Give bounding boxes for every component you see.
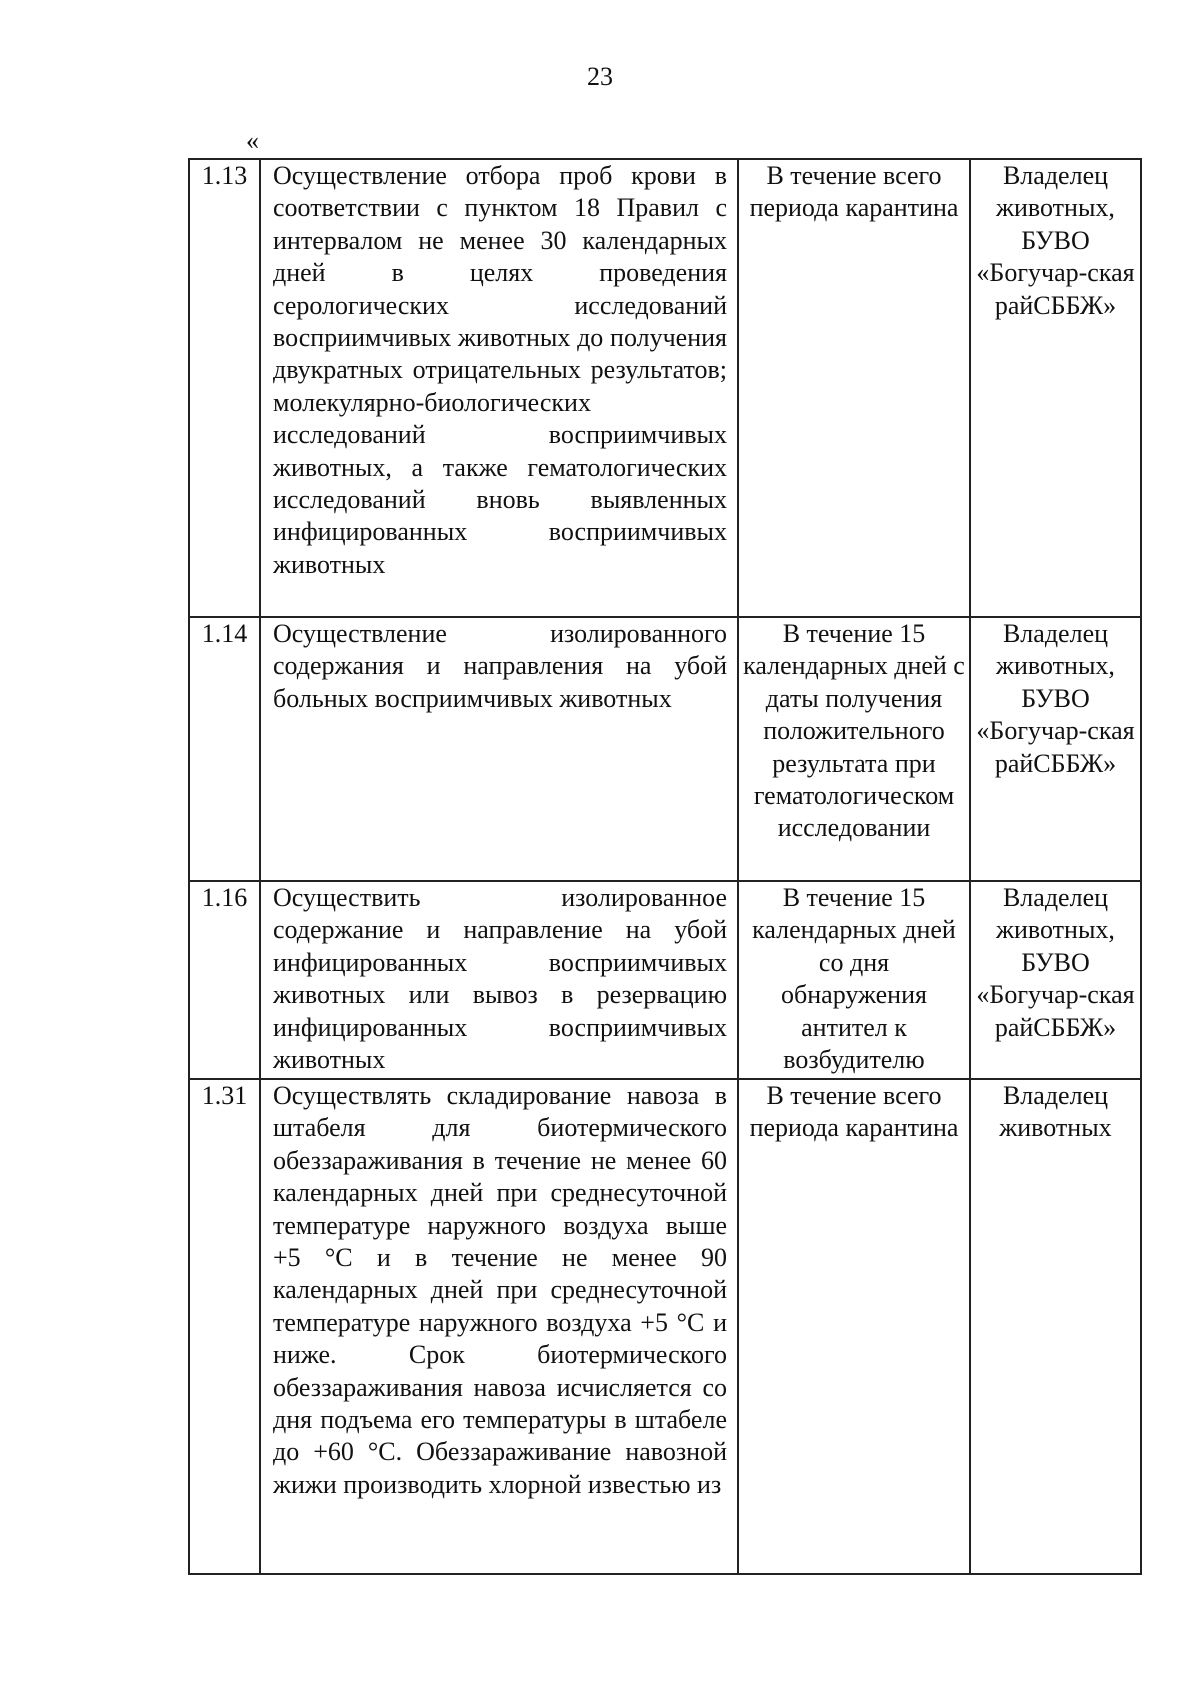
opening-quote-mark: « <box>246 126 259 155</box>
page-number: 23 <box>587 62 613 91</box>
measure-description: Осуществить изолированное содержание и направление на убой инфицированных восприимчивых животных или вывоз в резервацию инфицированных восприимчивых животных <box>260 881 738 1079</box>
measure-description: Осуществлять складирование навоза в штабеля для биотермического обеззараживания в течение не менее 60 календарных дней при среднесуточной температуре наружного воздуха выше +5 °С и в течение не менее 90 календарных дней при среднесуточной температуре наружного воздуха +5 °С и ниже. Срок биотермического обеззараживания навоза исчисляется со дня подъема его температуры в штабеле до +60 °С. Обеззараживание навозной жижи производить хлорной известью из <box>260 1079 738 1574</box>
item-number: 1.31 <box>189 1079 260 1574</box>
measure-description: Осуществление изолированного содержания и направления на убой больных восприимчивых животных <box>260 617 738 881</box>
table-row <box>189 617 1141 881</box>
measure-description: Осуществление отбора проб крови в соответствии с пунктом 18 Правил с интервалом не менее 30 календарных дней в целях проведения серологических исследований восприимчивых животных до получения двукратных отрицательных результатов; молекулярно-биологических исследований восприимчивых животных, а также гематологических исследований вновь выявленных инфицированных восприимчивых животных <box>260 159 738 617</box>
item-number: 1.13 <box>189 159 260 617</box>
deadline: В течение всего периода карантина <box>738 159 970 617</box>
table-row <box>189 159 1141 617</box>
item-number: 1.14 <box>189 617 260 881</box>
deadline: В течение 15 календарных дней с даты получения положительного результата при гематологическом исследовании <box>738 617 970 881</box>
item-number: 1.16 <box>189 881 260 1079</box>
deadline: В течение 15 календарных дней со дня обнаружения антител к возбудителю <box>738 881 970 1079</box>
measures-table <box>188 158 1142 1575</box>
deadline: В течение всего периода карантина <box>738 1079 970 1574</box>
responsible-party: Владелец животных, БУВО «Богучар-ская райСББЖ» <box>970 881 1141 1079</box>
responsible-party: Владелец животных, БУВО «Богучар-ская райСББЖ» <box>970 617 1141 881</box>
responsible-party: Владелец животных, БУВО «Богучар-ская райСББЖ» <box>970 159 1141 617</box>
table-row <box>189 1079 1141 1574</box>
table-row <box>189 881 1141 1079</box>
responsible-party: Владелец животных <box>970 1079 1141 1574</box>
